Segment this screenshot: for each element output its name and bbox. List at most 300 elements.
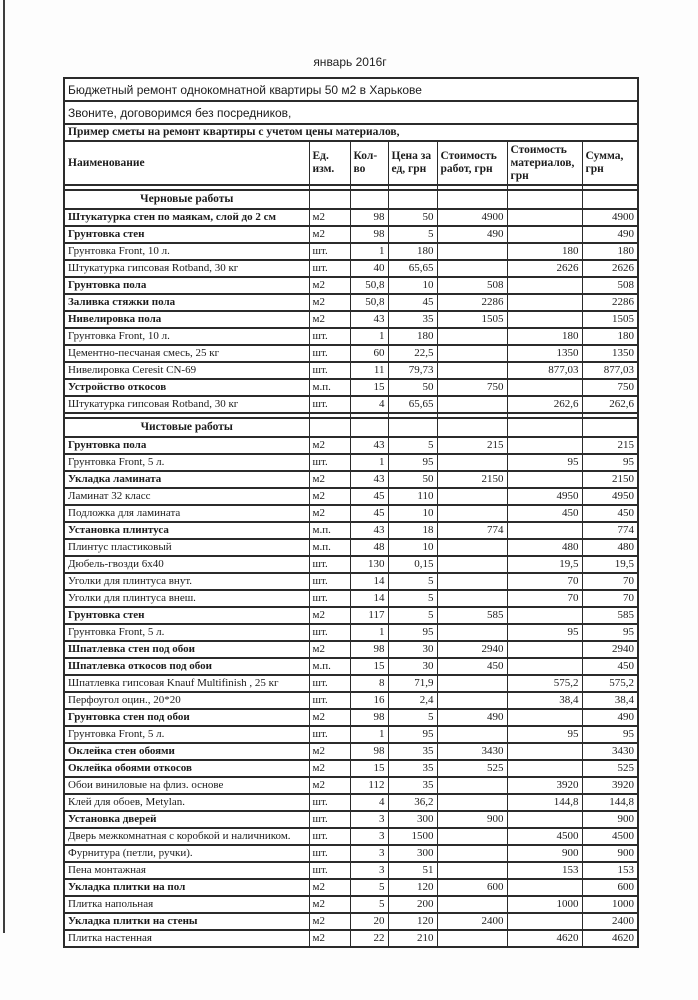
cell-works-cost — [437, 454, 507, 471]
cell-sum: 144,8 — [582, 794, 638, 811]
table-row — [64, 930, 638, 947]
cell-materials-cost: 95 — [507, 454, 582, 471]
cell-sum: 450 — [582, 505, 638, 522]
cell-sum: 508 — [582, 277, 638, 294]
cell-works-cost: 2400 — [437, 913, 507, 930]
cell-materials-cost: 3920 — [507, 777, 582, 794]
cell-materials-cost — [507, 607, 582, 624]
cell-unit-price: 110 — [388, 488, 437, 505]
cell-qty: 14 — [350, 590, 388, 607]
cell-unit: шт. — [309, 396, 350, 413]
cell-qty: 1 — [350, 454, 388, 471]
section-empty-cell — [437, 190, 507, 209]
cell-works-cost: 2940 — [437, 641, 507, 658]
cell-sum: 180 — [582, 328, 638, 345]
table-row — [64, 641, 638, 658]
table-row — [64, 896, 638, 913]
cell-unit-price: 180 — [388, 243, 437, 260]
table-row — [64, 760, 638, 777]
cell-name: Установка плинтуса — [64, 522, 309, 539]
cell-qty: 112 — [350, 777, 388, 794]
cell-unit: м2 — [309, 879, 350, 896]
cell-name: Дюбель-гвозди 6х40 — [64, 556, 309, 573]
table-columns-row — [64, 141, 638, 185]
cell-qty: 3 — [350, 828, 388, 845]
section-header-row — [64, 418, 638, 437]
cell-works-cost — [437, 930, 507, 947]
cell-qty: 3 — [350, 811, 388, 828]
cell-name: Устройство откосов — [64, 379, 309, 396]
cell-name: Дверь межкомнатная с коробкой и наличником. — [64, 828, 309, 845]
table-row — [64, 243, 638, 260]
intro-text-line3: Пример сметы на ремонт квартиры с учетом цены материалов, — [64, 124, 638, 141]
cell-qty: 43 — [350, 471, 388, 488]
cell-unit: м.п. — [309, 539, 350, 556]
table-row — [64, 345, 638, 362]
cell-unit: м2 — [309, 777, 350, 794]
cell-unit-price: 2,4 — [388, 692, 437, 709]
table-row — [64, 454, 638, 471]
cell-materials-cost: 95 — [507, 726, 582, 743]
cell-unit-price: 0,15 — [388, 556, 437, 573]
cell-works-cost — [437, 828, 507, 845]
cell-name: Обои виниловые на флиз. основе — [64, 777, 309, 794]
cell-materials-cost — [507, 209, 582, 226]
cell-sum: 4950 — [582, 488, 638, 505]
cell-name: Шпатлевка гипсовая Knauf Multifinish , 25 кг — [64, 675, 309, 692]
cell-unit-price: 95 — [388, 624, 437, 641]
cell-unit-price: 5 — [388, 226, 437, 243]
cell-materials-cost: 70 — [507, 573, 582, 590]
table-intro-row — [64, 101, 638, 124]
cell-works-cost — [437, 362, 507, 379]
cell-qty: 3 — [350, 845, 388, 862]
cell-unit-price: 35 — [388, 760, 437, 777]
table-row — [64, 777, 638, 794]
table-row — [64, 226, 638, 243]
cell-unit-price: 50 — [388, 379, 437, 396]
cell-unit: шт. — [309, 556, 350, 573]
cell-name: Нивелировка Ceresit CN-69 — [64, 362, 309, 379]
cell-name: Шпатлевка стен под обои — [64, 641, 309, 658]
cell-qty: 98 — [350, 641, 388, 658]
cell-sum: 575,2 — [582, 675, 638, 692]
cell-qty: 98 — [350, 226, 388, 243]
table-row — [64, 539, 638, 556]
cell-works-cost — [437, 590, 507, 607]
estimate-document — [63, 55, 637, 948]
table-intro-row — [64, 124, 638, 141]
cell-qty: 130 — [350, 556, 388, 573]
cell-name: Грунтовка пола — [64, 277, 309, 294]
table-row — [64, 862, 638, 879]
estimate-table-body — [64, 185, 638, 947]
cell-sum: 38,4 — [582, 692, 638, 709]
section-empty-cell — [582, 418, 638, 437]
cell-sum: 900 — [582, 811, 638, 828]
cell-materials-cost — [507, 277, 582, 294]
cell-works-cost: 2286 — [437, 294, 507, 311]
column-header-name: Наименование — [64, 141, 309, 185]
section-empty-cell — [350, 190, 388, 209]
cell-unit: шт. — [309, 794, 350, 811]
cell-name: Нивелировка пола — [64, 311, 309, 328]
cell-works-cost: 450 — [437, 658, 507, 675]
cell-materials-cost: 95 — [507, 624, 582, 641]
cell-materials-cost — [507, 879, 582, 896]
cell-materials-cost: 153 — [507, 862, 582, 879]
cell-unit: шт. — [309, 328, 350, 345]
cell-works-cost — [437, 845, 507, 862]
cell-sum: 262,6 — [582, 396, 638, 413]
table-row — [64, 505, 638, 522]
cell-unit-price: 95 — [388, 454, 437, 471]
cell-unit: шт. — [309, 845, 350, 862]
section-title: Черновые работы — [64, 190, 309, 209]
cell-materials-cost — [507, 913, 582, 930]
cell-sum: 900 — [582, 845, 638, 862]
cell-sum: 1350 — [582, 345, 638, 362]
cell-unit-price: 1500 — [388, 828, 437, 845]
cell-works-cost — [437, 573, 507, 590]
cell-name: Грунтовка пола — [64, 437, 309, 454]
cell-unit-price: 5 — [388, 437, 437, 454]
cell-unit-price: 10 — [388, 505, 437, 522]
cell-qty: 5 — [350, 896, 388, 913]
cell-qty: 20 — [350, 913, 388, 930]
cell-name: Ламинат 32 класс — [64, 488, 309, 505]
cell-unit-price: 36,2 — [388, 794, 437, 811]
cell-name: Подложка для ламината — [64, 505, 309, 522]
cell-works-cost — [437, 794, 507, 811]
cell-unit-price: 45 — [388, 294, 437, 311]
cell-name: Грунтовка Front, 10 л. — [64, 243, 309, 260]
cell-sum: 2150 — [582, 471, 638, 488]
cell-qty: 14 — [350, 573, 388, 590]
cell-works-cost — [437, 539, 507, 556]
cell-unit: м2 — [309, 760, 350, 777]
cell-unit-price: 30 — [388, 658, 437, 675]
table-row — [64, 277, 638, 294]
table-row — [64, 260, 638, 277]
cell-materials-cost: 1000 — [507, 896, 582, 913]
cell-unit-price: 10 — [388, 277, 437, 294]
cell-qty: 15 — [350, 379, 388, 396]
cell-name: Укладка плитки на пол — [64, 879, 309, 896]
cell-unit: м2 — [309, 505, 350, 522]
cell-unit: м2 — [309, 607, 350, 624]
cell-works-cost: 1505 — [437, 311, 507, 328]
cell-unit-price: 5 — [388, 607, 437, 624]
cell-works-cost: 490 — [437, 226, 507, 243]
cell-qty: 50,8 — [350, 277, 388, 294]
table-row — [64, 913, 638, 930]
cell-sum: 95 — [582, 726, 638, 743]
cell-materials-cost — [507, 522, 582, 539]
cell-unit-price: 30 — [388, 641, 437, 658]
table-row — [64, 471, 638, 488]
cell-sum: 153 — [582, 862, 638, 879]
cell-name: Уголки для плинтуса внут. — [64, 573, 309, 590]
cell-sum: 1505 — [582, 311, 638, 328]
cell-sum: 1000 — [582, 896, 638, 913]
cell-sum: 2626 — [582, 260, 638, 277]
cell-unit: м.п. — [309, 522, 350, 539]
table-row — [64, 828, 638, 845]
table-row — [64, 743, 638, 760]
cell-works-cost — [437, 505, 507, 522]
section-empty-cell — [309, 190, 350, 209]
cell-sum: 2286 — [582, 294, 638, 311]
table-row — [64, 624, 638, 641]
section-empty-cell — [437, 418, 507, 437]
intro-text-line2: Звоните, договоримся без посредников, — [64, 101, 638, 124]
cell-name: Шпатлевка откосов под обои — [64, 658, 309, 675]
cell-qty: 11 — [350, 362, 388, 379]
cell-works-cost: 2150 — [437, 471, 507, 488]
table-row — [64, 328, 638, 345]
cell-unit: м2 — [309, 743, 350, 760]
column-header-materials-cost: Стоимость материалов, грн — [507, 141, 582, 185]
cell-qty: 117 — [350, 607, 388, 624]
cell-materials-cost: 262,6 — [507, 396, 582, 413]
cell-unit: шт. — [309, 828, 350, 845]
cell-sum: 490 — [582, 226, 638, 243]
cell-works-cost: 750 — [437, 379, 507, 396]
cell-unit-price: 200 — [388, 896, 437, 913]
cell-materials-cost — [507, 743, 582, 760]
cell-works-cost: 525 — [437, 760, 507, 777]
cell-sum: 2940 — [582, 641, 638, 658]
cell-qty: 60 — [350, 345, 388, 362]
intro-text-line1: Бюджетный ремонт однокомнатной квартиры 50 м2 в Харькове — [64, 78, 638, 101]
section-empty-cell — [388, 190, 437, 209]
cell-works-cost — [437, 345, 507, 362]
cell-name: Плитка настенная — [64, 930, 309, 947]
cell-unit-price: 180 — [388, 328, 437, 345]
cell-sum: 4900 — [582, 209, 638, 226]
cell-materials-cost: 900 — [507, 845, 582, 862]
cell-works-cost — [437, 862, 507, 879]
cell-unit: шт. — [309, 726, 350, 743]
cell-sum: 3430 — [582, 743, 638, 760]
cell-name: Перфоугол оцин., 20*20 — [64, 692, 309, 709]
section-empty-cell — [309, 418, 350, 437]
table-row — [64, 607, 638, 624]
cell-works-cost — [437, 624, 507, 641]
cell-qty: 43 — [350, 522, 388, 539]
cell-unit: шт. — [309, 454, 350, 471]
cell-sum: 180 — [582, 243, 638, 260]
table-row — [64, 811, 638, 828]
cell-works-cost: 900 — [437, 811, 507, 828]
table-row — [64, 573, 638, 590]
cell-materials-cost — [507, 641, 582, 658]
cell-sum: 877,03 — [582, 362, 638, 379]
cell-unit-price: 5 — [388, 573, 437, 590]
cell-works-cost — [437, 488, 507, 505]
cell-sum: 490 — [582, 709, 638, 726]
cell-name: Фурнитура (петли, ручки). — [64, 845, 309, 862]
cell-materials-cost: 144,8 — [507, 794, 582, 811]
cell-works-cost — [437, 777, 507, 794]
cell-unit-price: 50 — [388, 471, 437, 488]
cell-qty: 1 — [350, 243, 388, 260]
cell-works-cost — [437, 556, 507, 573]
cell-sum: 750 — [582, 379, 638, 396]
cell-materials-cost: 480 — [507, 539, 582, 556]
cell-unit-price: 300 — [388, 811, 437, 828]
table-row — [64, 379, 638, 396]
cell-sum: 215 — [582, 437, 638, 454]
cell-qty: 15 — [350, 760, 388, 777]
cell-works-cost — [437, 692, 507, 709]
cell-qty: 4 — [350, 396, 388, 413]
column-header-works-cost: Стоимость работ, грн — [437, 141, 507, 185]
table-row — [64, 692, 638, 709]
cell-unit: м2 — [309, 641, 350, 658]
cell-unit: м2 — [309, 277, 350, 294]
cell-materials-cost — [507, 437, 582, 454]
cell-unit-price: 5 — [388, 709, 437, 726]
section-empty-cell — [350, 418, 388, 437]
cell-unit: м2 — [309, 226, 350, 243]
cell-qty: 98 — [350, 709, 388, 726]
table-row — [64, 709, 638, 726]
cell-qty: 15 — [350, 658, 388, 675]
cell-name: Грунтовка Front, 10 л. — [64, 328, 309, 345]
cell-unit: шт. — [309, 362, 350, 379]
page-margin-line — [3, 0, 5, 933]
cell-qty: 43 — [350, 311, 388, 328]
cell-materials-cost: 38,4 — [507, 692, 582, 709]
cell-works-cost — [437, 396, 507, 413]
cell-unit: шт. — [309, 675, 350, 692]
cell-materials-cost: 450 — [507, 505, 582, 522]
cell-qty: 98 — [350, 209, 388, 226]
table-row — [64, 437, 638, 454]
table-row — [64, 845, 638, 862]
cell-works-cost — [437, 896, 507, 913]
cell-name: Клей для обоев, Metylan. — [64, 794, 309, 811]
cell-unit-price: 22,5 — [388, 345, 437, 362]
column-header-unit-price: Цена за ед, грн — [388, 141, 437, 185]
cell-qty: 48 — [350, 539, 388, 556]
cell-sum: 525 — [582, 760, 638, 777]
cell-unit-price: 18 — [388, 522, 437, 539]
cell-qty: 98 — [350, 743, 388, 760]
cell-unit-price: 95 — [388, 726, 437, 743]
cell-qty: 1 — [350, 726, 388, 743]
cell-name: Грунтовка стен — [64, 607, 309, 624]
cell-unit-price: 210 — [388, 930, 437, 947]
table-row — [64, 209, 638, 226]
cell-sum: 600 — [582, 879, 638, 896]
cell-qty: 43 — [350, 437, 388, 454]
cell-sum: 4500 — [582, 828, 638, 845]
cell-materials-cost — [507, 811, 582, 828]
cell-works-cost: 215 — [437, 437, 507, 454]
cell-name: Заливка стяжки пола — [64, 294, 309, 311]
table-row — [64, 675, 638, 692]
cell-unit: шт. — [309, 345, 350, 362]
cell-unit-price: 10 — [388, 539, 437, 556]
table-row — [64, 658, 638, 675]
cell-unit-price: 300 — [388, 845, 437, 862]
cell-unit-price: 51 — [388, 862, 437, 879]
cell-unit: м.п. — [309, 379, 350, 396]
section-title: Чистовые работы — [64, 418, 309, 437]
table-row — [64, 879, 638, 896]
cell-sum: 19,5 — [582, 556, 638, 573]
cell-qty: 50,8 — [350, 294, 388, 311]
cell-unit-price: 35 — [388, 743, 437, 760]
cell-unit: м2 — [309, 209, 350, 226]
cell-name: Грунтовка Front, 5 л. — [64, 726, 309, 743]
section-empty-cell — [582, 190, 638, 209]
cell-materials-cost: 4620 — [507, 930, 582, 947]
cell-unit: шт. — [309, 624, 350, 641]
cell-materials-cost: 70 — [507, 590, 582, 607]
cell-unit: м2 — [309, 930, 350, 947]
cell-qty: 40 — [350, 260, 388, 277]
cell-unit-price: 120 — [388, 879, 437, 896]
cell-works-cost: 508 — [437, 277, 507, 294]
table-row — [64, 556, 638, 573]
cell-sum: 450 — [582, 658, 638, 675]
cell-materials-cost: 180 — [507, 243, 582, 260]
table-row — [64, 311, 638, 328]
cell-qty: 1 — [350, 624, 388, 641]
cell-sum: 70 — [582, 590, 638, 607]
cell-unit: шт. — [309, 692, 350, 709]
column-header-unit: Ед. изм. — [309, 141, 350, 185]
cell-sum: 95 — [582, 454, 638, 471]
cell-sum: 585 — [582, 607, 638, 624]
cell-materials-cost: 4950 — [507, 488, 582, 505]
cell-materials-cost — [507, 471, 582, 488]
cell-unit-price: 120 — [388, 913, 437, 930]
table-row — [64, 362, 638, 379]
cell-unit-price: 65,65 — [388, 260, 437, 277]
cell-name: Грунтовка стен — [64, 226, 309, 243]
cell-unit-price: 79,73 — [388, 362, 437, 379]
cell-unit: м2 — [309, 488, 350, 505]
cell-works-cost: 3430 — [437, 743, 507, 760]
cell-materials-cost: 575,2 — [507, 675, 582, 692]
table-row — [64, 522, 638, 539]
cell-sum: 774 — [582, 522, 638, 539]
cell-qty: 45 — [350, 505, 388, 522]
cell-name: Укладка ламината — [64, 471, 309, 488]
cell-qty: 5 — [350, 879, 388, 896]
cell-name: Оклейка обоями откосов — [64, 760, 309, 777]
cell-unit: м2 — [309, 913, 350, 930]
cell-name: Уголки для плинтуса внеш. — [64, 590, 309, 607]
section-empty-cell — [507, 190, 582, 209]
cell-qty: 4 — [350, 794, 388, 811]
cell-name: Штукатурка гипсовая Rotband, 30 кг — [64, 396, 309, 413]
cell-unit-price: 71,9 — [388, 675, 437, 692]
cell-works-cost — [437, 675, 507, 692]
table-row — [64, 396, 638, 413]
cell-name: Грунтовка стен под обои — [64, 709, 309, 726]
cell-unit: м2 — [309, 437, 350, 454]
document-date-title: январь 2016г — [313, 55, 387, 69]
cell-materials-cost — [507, 311, 582, 328]
cell-materials-cost — [507, 760, 582, 777]
cell-name: Пена монтажная — [64, 862, 309, 879]
